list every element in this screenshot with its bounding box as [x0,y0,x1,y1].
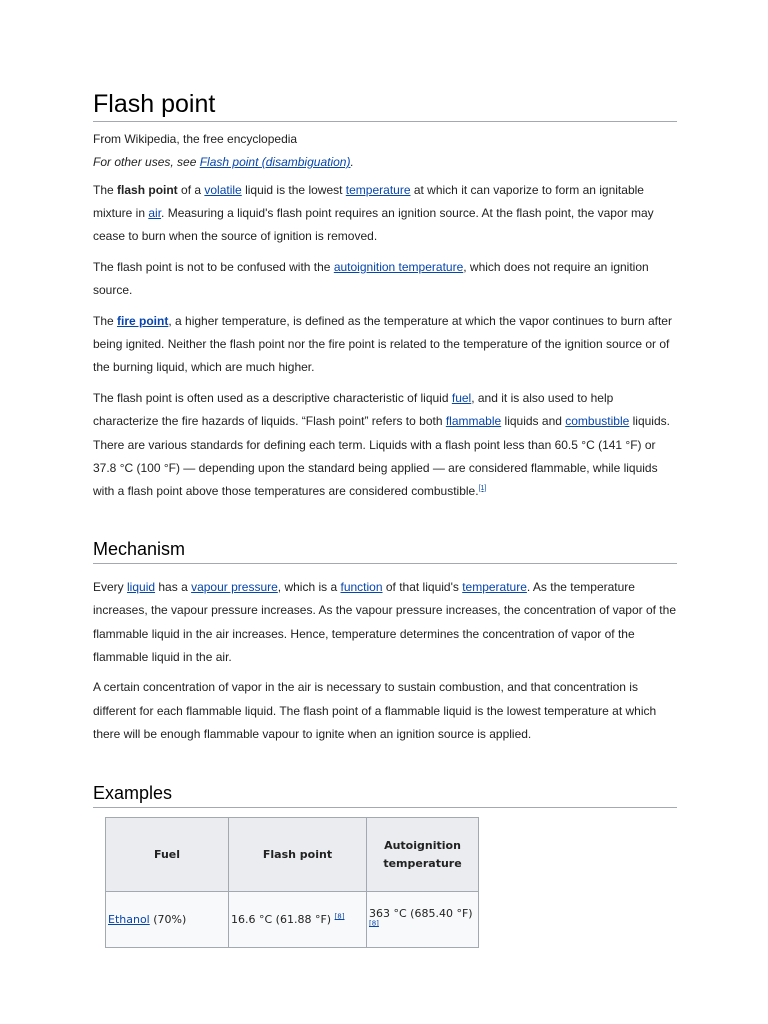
reference-8[interactable]: [8] [334,912,345,921]
table-row [106,892,479,948]
link-function[interactable]: function [340,580,383,595]
page-title: Flash point [93,88,677,122]
link-vapour-pressure[interactable]: vapour pressure [191,580,278,595]
link-fire-point[interactable]: fire point [117,314,169,329]
link-liquid[interactable]: liquid [127,580,156,595]
hatnote: For other uses, see Flash point (disambiguation). [93,155,354,169]
link-fuel[interactable]: fuel [451,391,472,406]
link-ethanol[interactable]: Ethanol [108,913,150,927]
intro-paragraph-3: The fire point, a higher temperature, is defined as the temperature at which the vapor continues to burn after being ignited. Neither the flash point nor the fire point is related to the temperature of the ignition source or of the burning liquid, which are much higher. [93,314,672,375]
link-volatile[interactable]: volatile [204,183,242,197]
link-air[interactable]: air [148,206,162,221]
site-subtitle: From Wikipedia, the free encyclopedia [93,132,298,146]
intro-paragraph-2: The flash point is not to be confused with the autoignition temperature, which does not require an ignition source. [93,260,649,298]
reference-8-b[interactable]: [8] [369,918,379,927]
intro-paragraph-4: The flash point is often used as a descriptive characteristic of liquid fuel, and it is also used to help characterize the fire hazards of liquids. “Flash point” refers to both flammable liquids and combustible liquids. There are various standards for defining each term. Liquids with a flash point less than 60.5 °C (141 °F) or 37.8 °C (100 °F) — depending upon the standard being applied — are considered flammable, while liquids with a flash point above those temperatures are considered combustible.[1] [93,391,670,498]
link-temperature[interactable]: temperature [345,183,411,197]
column-header-flash-point: Flash point [229,818,367,892]
link-autoignition-temperature[interactable]: autoignition temperature [333,260,464,275]
link-flammable[interactable]: flammable [445,414,502,429]
cell-fuel: Ethanol (70%) [106,892,229,948]
disambiguation-link[interactable]: Flash point (disambiguation) [199,155,351,169]
mechanism-paragraph-1: Every liquid has a vapour pressure, which is a function of that liquid's temperature. As the temperature increases, the vapour pressure increases. As the vapour pressure increases, the concentration of vapor of the flammable liquid in the air increases. Hence, temperature determines the concentration of vapor of the flammable liquid in the air. [93,580,676,664]
cell-autoignition: 363 °C (685.40 °F) [8] [367,892,479,948]
section-heading-examples: Examples [93,782,677,808]
column-header-autoignition: Autoignition temperature [367,818,479,892]
cell-flash-point: 16.6 °C (61.88 °F) [8] [229,892,367,948]
article-content [93,88,677,948]
section-heading-mechanism: Mechanism [93,538,677,564]
examples-table [105,817,479,948]
intro-paragraph-1: The flash point of a volatile liquid is the lowest temperature at which it can vaporize to form an ignitable mixture in air. Measuring a liquid's flash point requires an ignition source. At the flash point, the vapor may cease to burn when the source of ignition is removed. [93,183,654,244]
reference-1[interactable]: [1] [478,484,487,492]
link-temperature-2[interactable]: temperature [462,580,527,595]
mechanism-paragraph-2: A certain concentration of vapor in the air is necessary to sustain combustion, and that concentration is different for each flammable liquid. The flash point of a flammable liquid is the lowest temperature at which there will be enough flammable vapour to ignite when an ignition source is applied. [93,680,657,741]
bold-term-flash-point: flash point [117,183,178,197]
link-combustible[interactable]: combustible [565,414,630,429]
table-header-row [106,818,479,892]
column-header-fuel: Fuel [106,818,229,892]
